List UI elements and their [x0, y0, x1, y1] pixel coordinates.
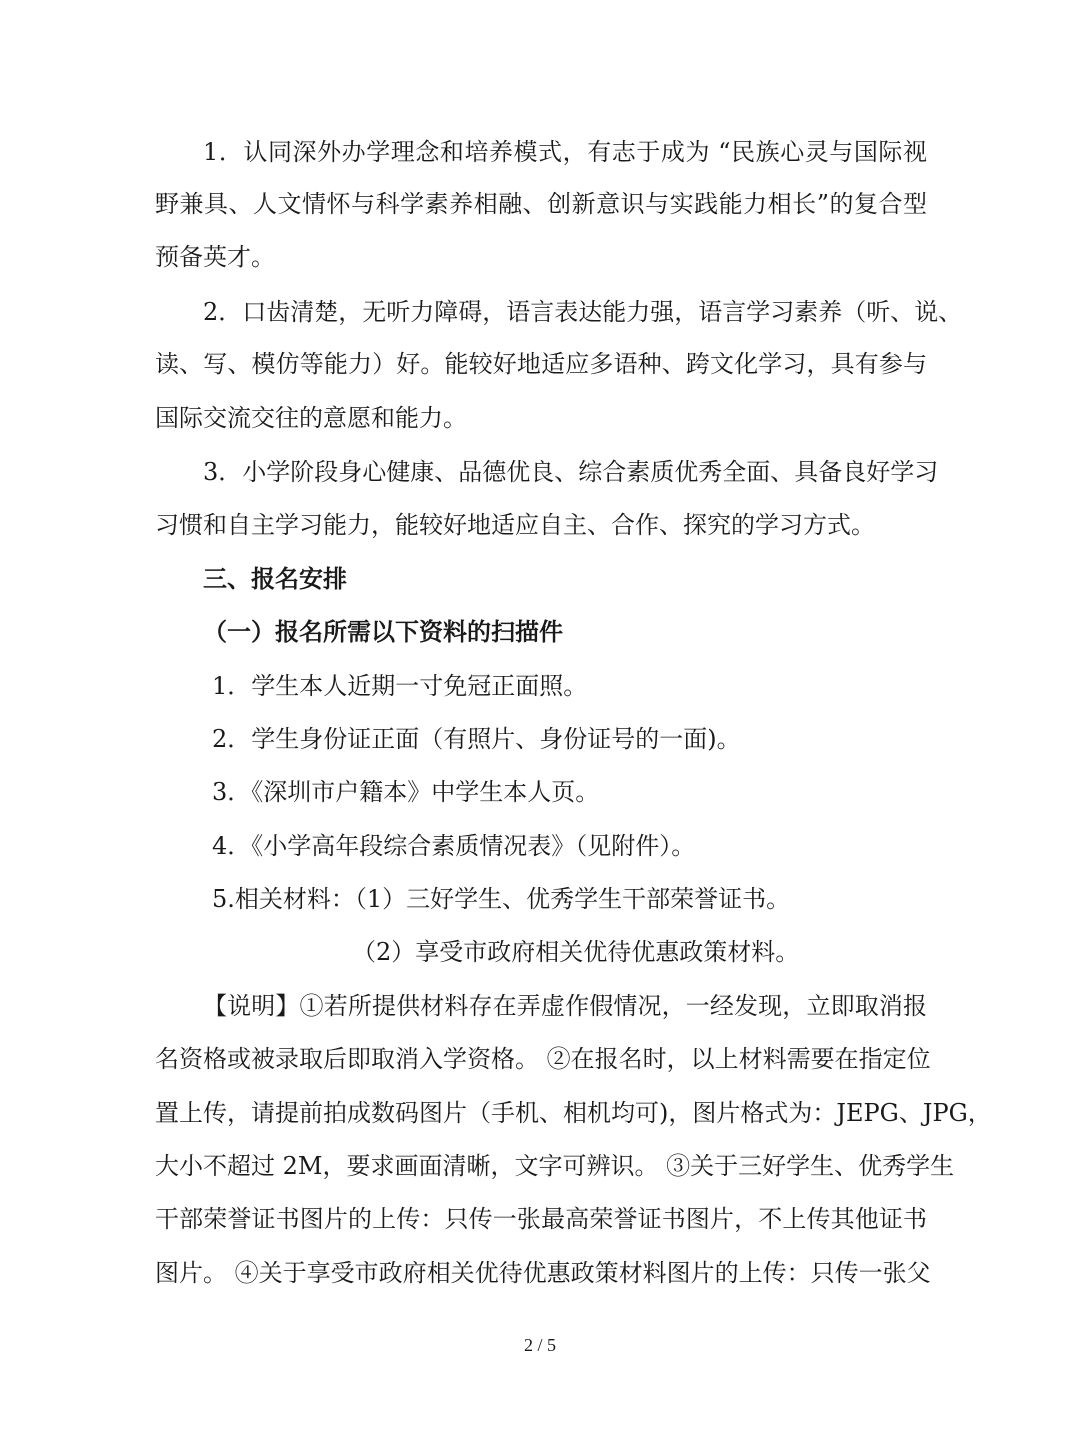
note-line-2: 名资格或被录取后即取消入学资格。 ②在报名时，以上材料需要在指定位	[155, 1045, 931, 1073]
paragraph-line-5: 读、写、模仿等能力）好。能较好地适应多语种、跨文化学习，具有参与	[155, 350, 927, 378]
note-line-4: 大小不超过 2M，要求画面清晰，文字可辨识。 ③关于三好学生、优秀学生	[155, 1152, 955, 1180]
note-line-3: 置上传，请提前拍成数码图片（手机、相机均可)，图片格式为：JEPG、JPG，	[155, 1099, 992, 1127]
note-line-5: 干部荣誉证书图片的上传：只传一张最高荣誉证书图片，不上传其他证书	[155, 1205, 927, 1233]
list-item-5: 5.相关材料：（1）三好学生、优秀学生干部荣誉证书。	[212, 885, 791, 913]
list-item-1: 1．学生本人近期一寸免冠正面照。	[212, 672, 588, 700]
paragraph-line-7: 3．小学阶段身心健康、品德优良、综合素质优秀全面、具备良好学习	[203, 458, 939, 486]
paragraph-line-4: 2．口齿清楚，无听力障碍，语言表达能力强，语言学习素养（听、说、	[203, 298, 963, 326]
paragraph-line-1: 1．认同深外办学理念和培养模式，有志于成为 “民族心灵与国际视	[203, 138, 927, 166]
list-item-3: 3．《深圳市户籍本》中学生本人页。	[212, 778, 600, 806]
list-item-5-continuation: （2）享受市政府相关优待优惠政策材料。	[352, 938, 800, 966]
page-number: 2 / 5	[523, 1335, 556, 1355]
note-line-1: 【说明】①若所提供材料存在弄虚作假情况，一经发现，立即取消报	[203, 992, 927, 1020]
list-item-4: 4．《小学高年段综合素质情况表》（见附件）。	[212, 832, 696, 860]
paragraph-line-3: 预备英才。	[155, 243, 275, 271]
paragraph-line-2: 野兼具、人文情怀与科学素养相融、创新意识与实践能力相长”的复合型	[155, 190, 927, 218]
subsection-heading: （一）报名所需以下资料的扫描件	[203, 618, 563, 646]
paragraph-line-6: 国际交流交往的意愿和能力。	[155, 404, 467, 432]
paragraph-line-8: 习惯和自主学习能力，能较好地适应自主、合作、探究的学习方式。	[155, 511, 875, 539]
list-item-2: 2．学生身份证正面（有照片、身份证号的一面)。	[212, 725, 741, 753]
section-heading: 三、报名安排	[203, 565, 347, 593]
note-line-6: 图片。 ④关于享受市政府相关优待优惠政策材料图片的上传：只传一张父	[155, 1259, 931, 1287]
